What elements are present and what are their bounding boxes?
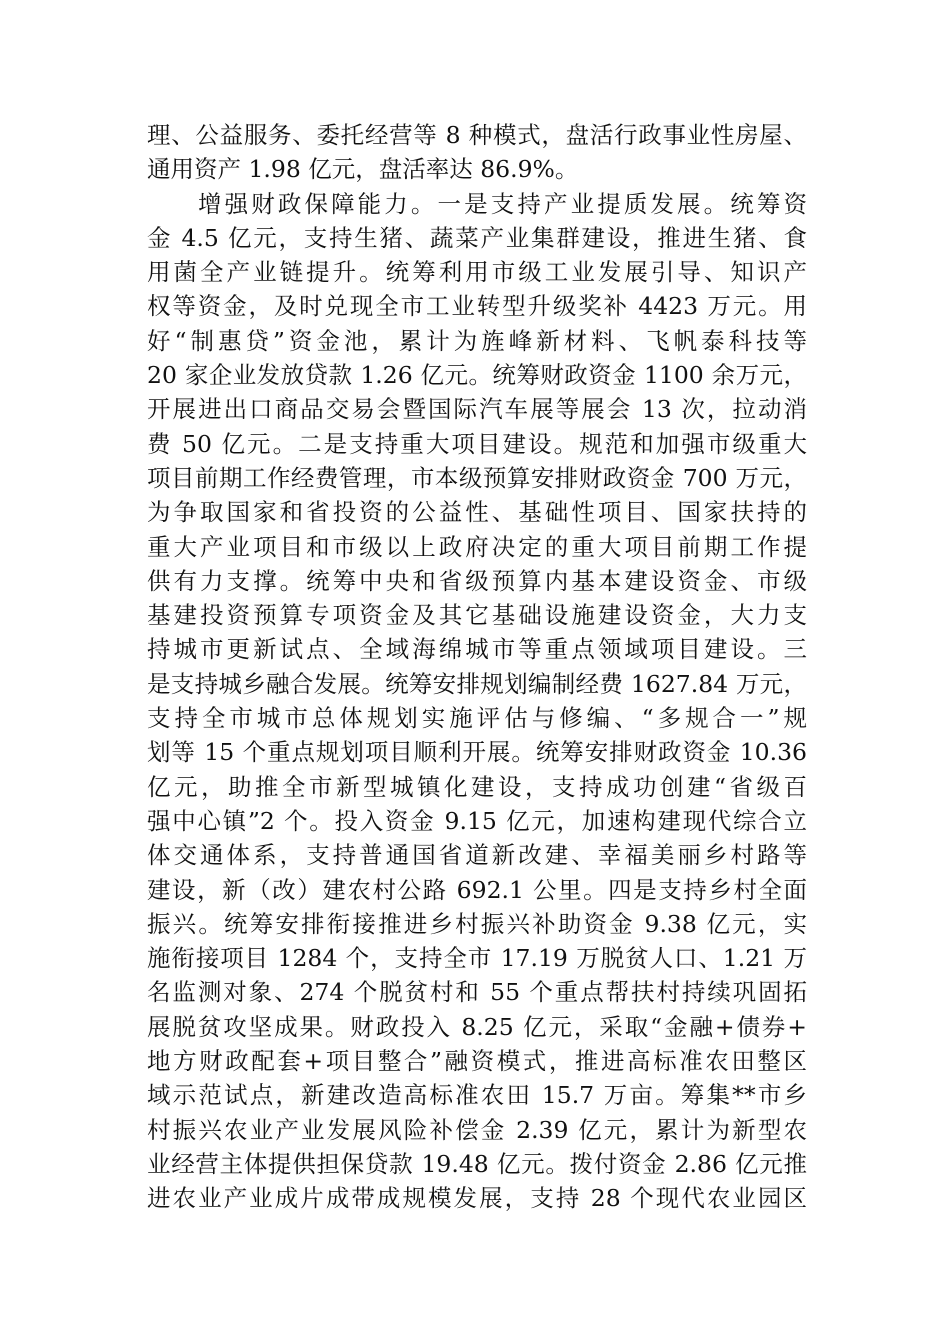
text-line: 是支持城乡融合发展。统筹安排规划编制经费 1627.84 万元，	[147, 669, 807, 698]
text-line: 开展进出口商品交易会暨国际汽车展等展会 13 次，拉动消	[147, 395, 807, 424]
text-line: 建设，新（改）建农村公路 692.1 公里。四是支持乡村全面	[147, 875, 807, 904]
text-line: 好“制惠贷”资金池，累计为旌峰新材料、飞帆泰科技等	[147, 326, 807, 355]
text-line: 权等资金，及时兑现全市工业转型升级奖补 4423 万元。用	[147, 292, 807, 321]
text-line: 项目前期工作经费管理，市本级预算安排财政资金 700 万元，	[147, 463, 807, 492]
text-line: 地方财政配套+项目整合”融资模式，推进高标准农田整区	[147, 1047, 807, 1076]
text-line: 支持全市城市总体规划实施评估与修编、“多规合一”规	[147, 704, 807, 733]
text-line: 费 50 亿元。二是支持重大项目建设。规范和加强市级重大	[147, 429, 807, 458]
text-line: 理、公益服务、委托经营等 8 种模式，盘活行政事业性房屋、	[147, 121, 807, 149]
text-line: 村振兴农业产业发展风险补偿金 2.39 亿元，累计为新型农	[147, 1115, 807, 1144]
text-line: 振兴。统筹安排衔接推进乡村振兴补助资金 9.38 亿元，实	[147, 909, 807, 938]
text-line: 域示范试点，新建改造高标准农田 15.7 万亩。筹集**市乡	[147, 1081, 807, 1110]
text-line: 亿元，助推全市新型城镇化建设，支持成功创建“省级百	[147, 772, 807, 801]
text-line: 重大产业项目和市级以上政府决定的重大项目前期工作提	[147, 532, 807, 561]
text-line: 基建投资预算专项资金及其它基础设施建设资金，大力支	[147, 601, 807, 630]
text-line: 金 4.5 亿元，支持生猪、蔬菜产业集群建设，推进生猪、食	[147, 223, 807, 252]
text-line: 施衔接项目 1284 个，支持全市 17.19 万脱贫人口、1.21 万	[147, 944, 807, 973]
text-line: 供有力支撑。统筹中央和省级预算内基本建设资金、市级	[147, 566, 807, 595]
text-line: 划等 15 个重点规划项目顺利开展。统筹安排财政资金 10.36	[147, 738, 807, 767]
paragraph-first-line: 增强财政保障能力。一是支持产业提质发展。统筹资	[198, 189, 807, 218]
text-line: 业经营主体提供担保贷款 19.48 亿元。拨付资金 2.86 亿元推	[147, 1149, 807, 1178]
text-line: 为争取国家和省投资的公益性、基础性项目、国家扶持的	[147, 498, 807, 527]
body-text	[147, 118, 807, 1216]
text-line: 持城市更新试点、全域海绵城市等重点领域项目建设。三	[147, 635, 807, 664]
text-line: 体交通体系，支持普通国省道新改建、幸福美丽乡村路等	[147, 841, 807, 870]
text-line: 名监测对象、274 个脱贫村和 55 个重点帮扶村持续巩固拓	[147, 978, 807, 1007]
text-line: 通用资产 1.98 亿元，盘活率达 86.9%。	[147, 155, 579, 184]
text-line: 强中心镇”2 个。投入资金 9.15 亿元，加速构建现代综合立	[147, 806, 807, 835]
text-line: 进农业产业成片成带成规模发展，支持 28 个现代农业园区	[147, 1184, 807, 1213]
text-line: 展脱贫攻坚成果。财政投入 8.25 亿元，采取“金融+债券+	[147, 1012, 807, 1041]
text-line: 用菌全产业链提升。统筹利用市级工业发展引导、知识产	[147, 258, 807, 287]
text-line: 20 家企业发放贷款 1.26 亿元。统筹财政资金 1100 余万元，	[147, 361, 807, 390]
